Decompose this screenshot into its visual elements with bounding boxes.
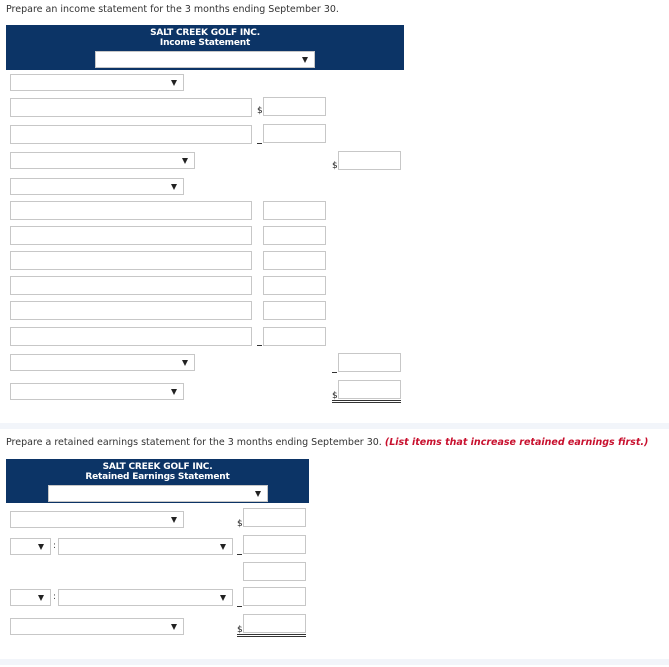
statement-title: Income Statement: [159, 38, 251, 48]
line-item-select[interactable]: [10, 618, 184, 635]
chevron-down-icon: [38, 544, 44, 550]
chevron-down-icon: [171, 624, 177, 630]
dollar-sign: $: [237, 519, 243, 529]
amount-input[interactable]: [263, 226, 326, 245]
line-item-select[interactable]: [10, 152, 195, 169]
colon: :: [53, 592, 57, 602]
total-amount-input[interactable]: [338, 151, 401, 170]
sign-select[interactable]: [10, 538, 51, 555]
amount-input[interactable]: [263, 251, 326, 270]
line-item-select[interactable]: [58, 538, 233, 555]
line-item-input[interactable]: [10, 276, 252, 295]
amount-input[interactable]: [243, 535, 306, 554]
line-item-input[interactable]: [10, 226, 252, 245]
amount-input[interactable]: [263, 301, 326, 320]
chevron-down-icon: [171, 184, 177, 190]
line-item-select[interactable]: [58, 589, 233, 606]
chevron-down-icon: [171, 517, 177, 523]
sign-select[interactable]: [10, 589, 51, 606]
company-name: SALT CREEK GOLF INC.: [102, 462, 213, 472]
company-name: SALT CREEK GOLF INC.: [150, 28, 260, 38]
chevron-down-icon: [38, 595, 44, 601]
chevron-down-icon: [255, 491, 261, 497]
line-item-input[interactable]: [10, 301, 252, 320]
line-item-select[interactable]: [10, 178, 184, 195]
underline: [257, 345, 262, 346]
chevron-down-icon: [220, 544, 226, 550]
underline: [237, 606, 242, 607]
ending-amount-input[interactable]: [243, 614, 306, 633]
amount-input[interactable]: [263, 276, 326, 295]
period-select[interactable]: [48, 485, 268, 502]
underline: [332, 372, 337, 373]
income-instruction: Prepare an income statement for the 3 months ending September 30.: [6, 4, 339, 15]
chevron-down-icon: [182, 158, 188, 164]
line-item-input[interactable]: [10, 251, 252, 270]
dollar-sign: $: [332, 161, 338, 171]
total-amount-input[interactable]: [338, 353, 401, 372]
amount-input[interactable]: [243, 587, 306, 606]
chevron-down-icon: [302, 57, 308, 63]
line-item-input[interactable]: [10, 98, 252, 117]
chevron-down-icon: [171, 80, 177, 86]
chevron-down-icon: [220, 595, 226, 601]
amount-input[interactable]: [263, 97, 326, 116]
double-underline: [237, 634, 306, 637]
chevron-down-icon: [171, 389, 177, 395]
colon: :: [53, 541, 57, 551]
amount-input[interactable]: [243, 508, 306, 527]
statement-title: Retained Earnings Statement: [85, 472, 230, 482]
retained-instruction-note: (List items that increase retained earnings first.): [384, 437, 649, 448]
line-item-select[interactable]: [10, 511, 184, 528]
amount-input[interactable]: [263, 327, 326, 346]
underline: [257, 143, 262, 144]
amount-input[interactable]: [243, 562, 306, 581]
section-divider: [0, 659, 669, 665]
double-underline: [332, 400, 401, 403]
line-item-select[interactable]: [10, 383, 184, 400]
dollar-sign: $: [237, 625, 243, 635]
retained-instruction: [6, 437, 648, 448]
line-item-input[interactable]: [10, 327, 252, 346]
chevron-down-icon: [182, 360, 188, 366]
line-item-select[interactable]: [10, 354, 195, 371]
period-select[interactable]: [95, 51, 315, 68]
retained-instruction-text: Prepare a retained earnings statement for the 3 months ending September 30.: [6, 437, 382, 448]
amount-input[interactable]: [263, 124, 326, 143]
line-item-input[interactable]: [10, 125, 252, 144]
underline: [237, 554, 242, 555]
line-item-input[interactable]: [10, 201, 252, 220]
line-item-select[interactable]: [10, 74, 184, 91]
dollar-sign: $: [257, 106, 263, 116]
section-divider: [0, 423, 669, 429]
net-amount-input[interactable]: [338, 380, 401, 399]
dollar-sign: $: [332, 391, 338, 401]
amount-input[interactable]: [263, 201, 326, 220]
